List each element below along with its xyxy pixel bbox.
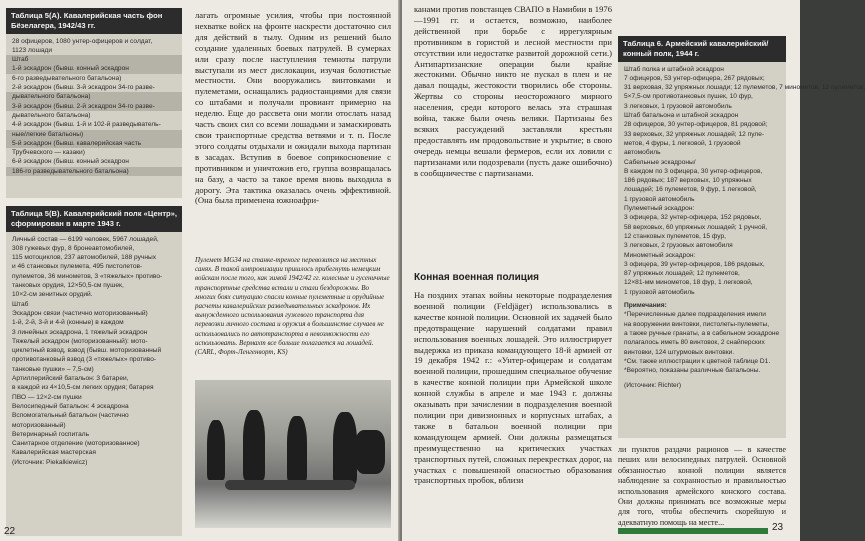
table-line: Велосипедный батальон: 4 эскадрона bbox=[12, 402, 129, 410]
left-main-paragraph: лагать огромные усилия, чтобы при постоянной нехватке войск на фронте наскрести достаточно сил для действий в тылу. Одним из решений было создание удаленных боевых патрулей. В сумерках или сразу после наступления темноты патрули выступали из мест дислокации, изучая болотистые местности. Они вооружались винтовками и пулеметами, оснащались радиостанциями для связи со штабами и получали провиант примерно на неделю. Еще до рассвета они могли отослать назад часть своих сил со всеми лошадьми и замаскировать свои транспортные средства ветвями и т. п. После этого солдаты отдыхали и ожидали выхода партизан в засадах. Вступив в боевое соприкосновение с противником и уничтожив его, группа возвращалась на базу, а часто за такое время вновь выходила в дорогу. Эта тактика оказалась очень эффективной. (Она была применена южноафри- bbox=[195, 10, 391, 206]
table-line: 3 легковых, 1 грузовой автомобиль bbox=[624, 102, 732, 110]
table-line: 31 верховая, 32 упряжных лошади; 12 пулеметов, 7 минометов, 12 пулеметов, bbox=[624, 84, 865, 92]
table-line: 7 офицеров, 53 унтер-офицера, 267 рядовых; bbox=[624, 74, 765, 82]
table-line: *Перечисленные далее подразделения имели bbox=[624, 311, 766, 319]
table-line: Штаб bbox=[6, 55, 182, 64]
page-number-right: 23 bbox=[772, 522, 784, 533]
table-line: Ветеринарный госпиталь bbox=[12, 430, 90, 438]
table-line: Штаб батальона и штабной эскадрон bbox=[624, 112, 739, 120]
right-col1-text: канами против повстанцев СВАПО в Намибии в 1976—1991 гг. и остается, возможно, наиболее действенной при борьбе с иррегулярным противником в гористой и лесной местности при отсутствии или недостатке развитой дорожной сети.) Антипартизанские операции были крайне жестокими. Обычно никто не пускал в плен и не давал пощады, жестокости творились обе стороны. Жертвы со стороны неосторожного мирного населения, среди которого велась эта страшная война, также были очень велики. Партизаны без всяких рассуждений заставляли крестьян предоставлять им продовольствие и укрытие; в свою очередь немцы вешали фермеров, если их ловили с партизанами или подозревали (пусть даже ошибочно) в сообщничестве с партизанами. bbox=[414, 4, 612, 178]
table-line: метов, 4 фуры, 1 легковой, 1 грузовой bbox=[624, 139, 741, 147]
table-6-body bbox=[618, 62, 865, 297]
table-line: 1-й, 2-й, 3-й и 4-й (конные) в каждом bbox=[12, 319, 124, 327]
table-line: танковые пушки» – 7,5-см) bbox=[12, 365, 94, 373]
photo-caption: Пулемет MG34 на станке-треноге перевозится на местных санях. В такой импровизации пришлось прибегнуть немецким войскам после того, как зимой 1942/42 гг. колесные и гусеничные транспортные средства встали и стали бездорожны. Во многих боях ситуацию спасли конные пулеметные и орудийные расчеты кавалерийских разведывательных эскадронов. Их вынужденного использования гужевого транспорта для перевозки личного состава и оружия в большинстве случаев не использовались по автотранспорта в невозможности его использовать. Вермахт все больше полагается на лошадей. (CARL, Форт-Ленгенворт, KS) bbox=[195, 256, 390, 357]
table-line: циклетный взвод, взвод (бывш. моторизованный bbox=[12, 347, 162, 355]
soldier-figure bbox=[243, 410, 265, 480]
table-line: автомобиль bbox=[624, 149, 661, 157]
table-line: Штаб bbox=[12, 300, 29, 308]
table-line: Трубчевского — казаки) bbox=[12, 149, 85, 157]
table-line: 3 офицера, 39 унтер-офицеров, 186 рядовых, bbox=[624, 260, 765, 268]
photo-sled-machine-gun bbox=[195, 380, 391, 528]
table-line: моторизованный) bbox=[12, 421, 66, 429]
table-line: 12 станковых пулеметов, 15 фур, bbox=[624, 232, 726, 240]
table-6-source: (Источник: Richter) bbox=[624, 382, 682, 390]
table-6-notes bbox=[618, 310, 786, 375]
table-line: *См. также иллюстрации к цветной таблице D1. bbox=[624, 357, 771, 365]
table-line: 3 легковых, 2 грузовых автомобиля bbox=[624, 242, 733, 250]
table-line: 58 верховых, 60 упряжных лошадей; 1 ручной, bbox=[624, 223, 768, 231]
table-line: Минометный эскадрон: bbox=[624, 251, 696, 259]
table-line: (Источник: Piekalkiewicz) bbox=[12, 458, 88, 466]
table-5b bbox=[6, 206, 182, 536]
table-line: 186-го разведывательного батальона) bbox=[6, 167, 182, 176]
table-line: 4-й эскадрон (бывш. 1-й и 102-й разведыватель- bbox=[12, 121, 161, 129]
soldier-figure bbox=[333, 412, 357, 484]
soldier-figure bbox=[287, 416, 307, 482]
table-line: 1123 лошади bbox=[12, 46, 53, 54]
table-line: 10×2-см зенитных орудий. bbox=[12, 291, 93, 299]
table-line: 5×7,5-см противотанковых пушек, 10 фур, bbox=[624, 93, 753, 101]
right-col2-text: ли пунктов раздачи рационов — в качестве пеших или велосипедных патрулей. Основной обязанностью конной полиции является наблюдение за сохранностью и правильностью использования армейского конского состава. Они должны принимать все возможные меры для того, чтобы обеспечить скорейшую и адекватную помощь на месте... bbox=[618, 445, 786, 527]
horse-figure bbox=[355, 430, 385, 474]
right-col1-text2: На поздних этапах войны некоторые подразделения военной полиции (Feldjäger) использовались в качестве конной полиции. Основной их задачей было предотвращение нарушений солдатами правил использования военных лошадей. Это иллюстрирует выдержка из приказа командующего 18-й армией от 19 декабря 1942 г.: «Унтер-офицерам и солдатам военной полиции, прошедшим специальное обучение в качестве конной полиции при Армейской школе конной службы в апреле и мае 1943 г. должны оказывать при зачислении в подразделения военной полиции при дивизионных и корпусных штабах, а также в батальон военной полиции при командующем армией. Они должны размещаться преимущественно на критических участках транспортных путей, сложных перекрестках дорог, на участках с повышенной опасностью образования транспортных пробок, вблизи bbox=[414, 290, 612, 486]
table-6 bbox=[618, 36, 865, 438]
table-line: В каждом по 3 офицера, 30 унтер-офицеров, bbox=[624, 167, 763, 175]
soldier-figure bbox=[207, 420, 225, 480]
table-line: Санитарное отделение (моторизованное) bbox=[12, 440, 140, 448]
table-line: полагалось иметь 80 винтовок, 2 снайперских bbox=[624, 339, 765, 347]
table-line: 3 офицера, 32 унтер-офицера, 152 рядовых, bbox=[624, 214, 762, 222]
table-line: Вспомогательный батальон (частично bbox=[12, 412, 129, 420]
table-line: противотанковый взвод (3 «тяжелых» противо- bbox=[12, 356, 157, 364]
table-line: 308 гужевых фур, 8 бронеавтомобилей, bbox=[12, 244, 135, 252]
table-line: Кавалерийская мастерская bbox=[12, 449, 96, 457]
table-line: Сабельные эскадроны/ bbox=[624, 158, 696, 166]
table-line: 3-й эскадрон (бывш. 2-й эскадрон 34-го разве- bbox=[6, 102, 182, 111]
table-line: 87 упряжных лошадей; 12 пулеметов, bbox=[624, 270, 740, 278]
table-line: 115 мотоциклов, 237 автомобилей, 188 ручных bbox=[12, 254, 157, 262]
table-5a-title: Таблица 5(А). Кавалерийская часть фон Бёзелагера, 1942/43 гг. bbox=[6, 8, 182, 34]
table-line: Личный состав — 6199 человек, 5967 лошадей, bbox=[12, 235, 159, 243]
table-line: и 46 станковых пулемета, 495 пистолетов- bbox=[12, 263, 143, 271]
table-line: ные/легкие батальоны) bbox=[6, 130, 182, 139]
table-line: Эскадрон связи (частично моторизованный) bbox=[12, 309, 148, 317]
table-line: 3 линейных эскадрона, 1 тяжелый эскадрон bbox=[12, 328, 148, 336]
table-5a-body bbox=[6, 34, 182, 176]
table-line: 1 грузовой автомобиль bbox=[624, 288, 695, 296]
table-line: 1 грузовой автомобиль bbox=[624, 195, 695, 203]
right-page bbox=[402, 0, 865, 541]
table-line: 1-й эскадрон (бывш. конный эскадрон bbox=[6, 64, 182, 73]
table-line: 12×81-мм минометов, 18 фур, 1 легковой, bbox=[624, 279, 753, 287]
notes-title: Примечания: bbox=[624, 302, 667, 310]
table-5b-title: Таблица 5(В). Кавалерийский полк «Центр», сформирован в марте 1943 г. bbox=[6, 206, 182, 232]
table-line: пулеметов, 36 минометов, 3 «тяжелых» противо- bbox=[12, 272, 163, 280]
table-line: 28 офицеров, 30 унтер-офицеров, 81 рядовой; bbox=[624, 121, 768, 129]
table-line: Пулеметный эскадрон: bbox=[624, 205, 695, 213]
table-line: дывательного батальона) bbox=[6, 92, 182, 101]
table-line: 6-й эскадрон (бывш. конный эскадрон bbox=[12, 158, 129, 166]
section-heading: Конная военная полиция bbox=[414, 272, 539, 283]
table-5b-body bbox=[6, 232, 182, 467]
table-line: на вооружении винтовки, пистолеты-пулеметы, bbox=[624, 320, 770, 328]
table-line: лошадей; 16 пулеметов, 9 фур, 1 легковой, bbox=[624, 186, 757, 194]
table-5a bbox=[6, 8, 182, 198]
page-number-left: 22 bbox=[4, 526, 16, 537]
table-line: Артиллерийский батальон: 3 батареи, bbox=[12, 375, 129, 383]
table-line: 6-го разведывательного батальона) bbox=[12, 74, 122, 82]
table-line: Штаб полка и штабной эскадрон bbox=[624, 65, 724, 73]
table-line: *Вероятно, показаны различные батальоны. bbox=[624, 367, 761, 375]
table-line: дывательного батальона) bbox=[12, 111, 91, 119]
sled bbox=[225, 480, 355, 490]
table-line: 33 верховых, 32 упряжных лошадей; 12 пуле- bbox=[624, 130, 765, 138]
left-main-text bbox=[195, 10, 391, 250]
table-line: 28 офицеров, 1080 унтер-офицеров и солдат, bbox=[12, 37, 153, 45]
table-line: ПВО — 12×2-см пушки bbox=[12, 393, 82, 401]
table-line: в каждой из 4×10,5-см легких орудия; батарея bbox=[12, 384, 154, 392]
table-line: 5-й эскадрон (бывш. кавалерийская часть bbox=[6, 139, 182, 148]
table-line: винтовки, 124 штурмовых винтовки. bbox=[624, 348, 735, 356]
left-page bbox=[0, 0, 400, 541]
table-line: 186 рядовых; 187 верховых, 10 упряжных bbox=[624, 177, 752, 185]
table-line: Тяжелый эскадрон (моторизованный): мото- bbox=[12, 337, 148, 345]
table-line: танковых орудия, 12×50,5-см пушек, bbox=[12, 282, 124, 290]
table-line: 2-й эскадрон (бывш. 3-й эскадрон 34-го разве- bbox=[12, 84, 155, 92]
table-line: а также ручные гранаты, а в сабельном эскадроне bbox=[624, 329, 780, 337]
green-footer-bar bbox=[618, 528, 768, 534]
table-6-title: Таблица 6. Армейский кавалерийский/конный полк, 1944 г. bbox=[618, 36, 786, 62]
